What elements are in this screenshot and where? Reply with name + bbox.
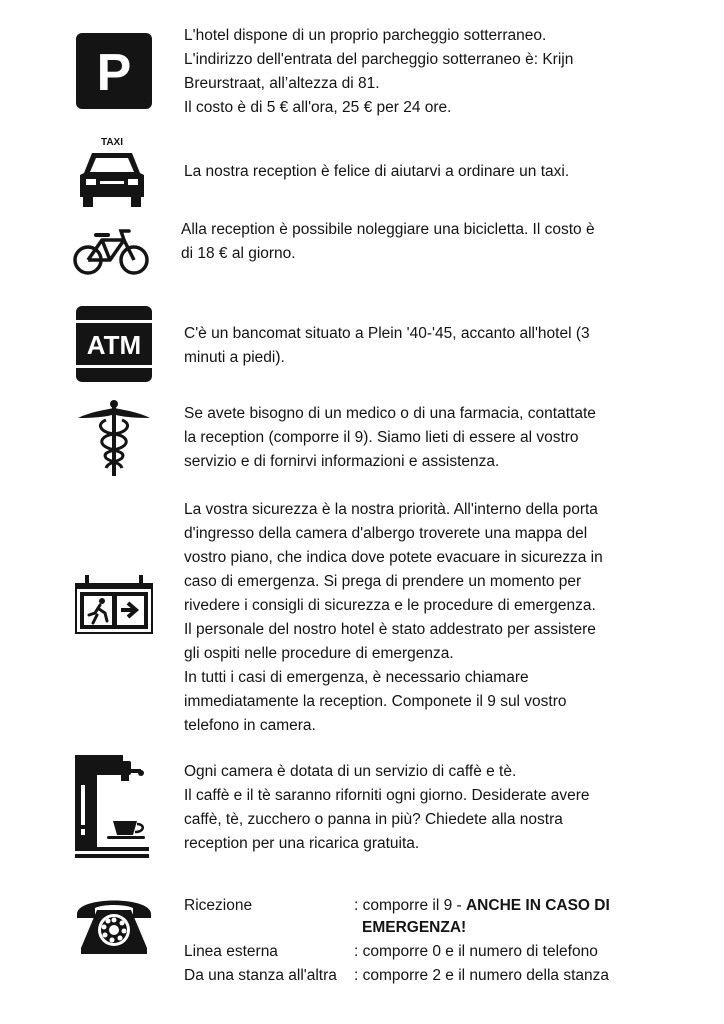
emergency-exit-icon bbox=[75, 575, 153, 635]
safety-line: La vostra sicurezza è la nostra priorità. All'interno della porta bbox=[184, 501, 598, 518]
coffee-text bbox=[184, 760, 590, 856]
medical-line: Se avete bisogno di un medico o di una farmacia, contattate bbox=[184, 405, 596, 422]
safety-line: rivedere i consigli di sicurezza e le procedure di emergenza. bbox=[184, 597, 596, 614]
taxi-icon bbox=[78, 135, 146, 209]
parking-line: L'hotel dispone di un proprio parcheggio sotterraneo. bbox=[184, 27, 547, 44]
atm-line: minuti a piedi). bbox=[184, 349, 285, 366]
coffee-line: reception per una ricarica gratuita. bbox=[184, 835, 420, 852]
safety-line: telefono in camera. bbox=[184, 717, 316, 734]
coffee-line: caffè, tè, zucchero o panna in più? Chiedete alla nostra bbox=[184, 811, 563, 828]
caduceus-icon bbox=[76, 398, 152, 478]
phone-row-label: Da una stanza all'altra bbox=[184, 967, 337, 984]
telephone-icon bbox=[75, 892, 153, 956]
medical-line: servizio e di fornirvi informazioni e assistenza. bbox=[184, 453, 500, 470]
safety-line: In tutti i casi di emergenza, è necessario chiamare bbox=[184, 669, 529, 686]
phone-row-label: Linea esterna bbox=[184, 943, 278, 960]
taxi-icon-label: TAXI bbox=[100, 137, 124, 148]
safety-line: gli ospiti nelle procedure di emergenza. bbox=[184, 645, 454, 662]
phone-row-reception bbox=[184, 894, 610, 918]
phone-row-value: : comporre 0 e il numero di telefono bbox=[354, 943, 598, 960]
phone-row-reception-cont bbox=[184, 916, 466, 940]
phone-row-label: Ricezione bbox=[184, 897, 253, 914]
phone-row-room bbox=[184, 964, 609, 988]
safety-line: Il personale del nostro hotel è stato addestrato per assistere bbox=[184, 621, 596, 638]
coffee-line: Ogni camera è dotata di un servizio di caffè e tè. bbox=[184, 763, 517, 780]
bicycle-line: di 18 € al giorno. bbox=[181, 245, 296, 262]
bicycle-icon bbox=[72, 228, 150, 278]
coffee-line: Il caffè e il tè saranno riforniti ogni giorno. Desiderate avere bbox=[184, 787, 590, 804]
safety-line: caso di emergenza. Si prega di prendere un momento per bbox=[184, 573, 582, 590]
phone-row-emphasis: ANCHE IN CASO DI bbox=[465, 897, 610, 914]
taxi-line: La nostra reception è felice di aiutarvi a ordinare un taxi. bbox=[184, 163, 570, 180]
parking-line: L'indirizzo dell'entrata del parcheggio sotterraneo è: Krijn bbox=[184, 51, 574, 68]
phone-row-emphasis: EMERGENZA! bbox=[362, 919, 467, 936]
phone-row-value bbox=[354, 894, 610, 918]
atm-icon-label: ATM bbox=[86, 330, 142, 360]
parking-line: Breurstraat, all’altezza di 81. bbox=[184, 75, 380, 92]
parking-icon-letter: P bbox=[96, 44, 132, 102]
phone-row-external bbox=[184, 940, 598, 964]
atm-line: C'è un bancomat situato a Plein '40-'45, accanto all'hotel (3 bbox=[184, 325, 590, 342]
atm-text bbox=[184, 322, 590, 370]
bicycle-text bbox=[181, 218, 595, 266]
phone-row-value: : comporre 2 e il numero della stanza bbox=[354, 967, 610, 984]
safety-line: vostro piano, che indica dove potete evacuare in sicurezza in bbox=[184, 549, 603, 566]
coffee-machine-icon bbox=[75, 755, 153, 859]
safety-text bbox=[184, 498, 603, 738]
medical-line: la reception (comporre il 9). Siamo lieti di essere al vostro bbox=[184, 429, 579, 446]
parking-icon bbox=[76, 33, 152, 109]
parking-line: Il costo è di 5 € all'ora, 25 € per 24 ore. bbox=[184, 99, 452, 116]
medical-text bbox=[184, 402, 596, 474]
phone-row-value-text: : comporre il 9 - bbox=[354, 897, 466, 914]
parking-text bbox=[184, 24, 573, 120]
safety-line: immediatamente la reception. Componete il 9 sul vostro bbox=[184, 693, 567, 710]
safety-line: d'ingresso della camera d'albergo troverete una mappa del bbox=[184, 525, 588, 542]
bicycle-line: Alla reception è possibile noleggiare una bicicletta. Il costo è bbox=[181, 221, 595, 238]
taxi-text bbox=[184, 160, 569, 184]
atm-icon bbox=[76, 306, 152, 382]
